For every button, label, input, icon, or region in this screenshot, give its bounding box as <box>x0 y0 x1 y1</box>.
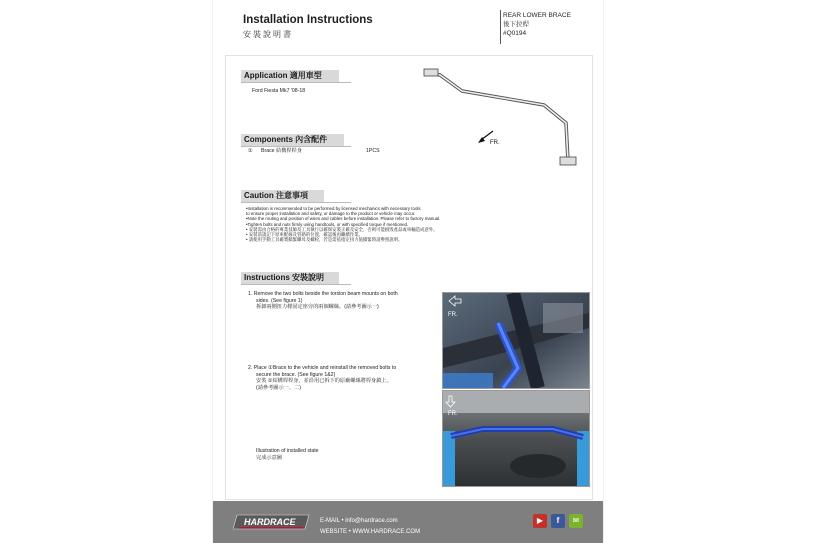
product-info <box>503 11 571 38</box>
hardrace-logo <box>233 513 313 531</box>
direction-label: FR. <box>490 140 500 146</box>
illustration-caption <box>256 448 319 461</box>
content-panel <box>225 55 593 500</box>
application-rule <box>241 82 351 83</box>
step-2-zh-cont: (請參考圖示一、二) <box>256 384 301 391</box>
email-line: E-MAIL • info@hardrace.com <box>320 518 398 524</box>
product-code: #Q0194 <box>503 30 527 37</box>
caution-rule <box>241 202 351 203</box>
caution-line: •Tighten bolts and nuts firmly using handtools, or with specified torque if mentioned. <box>246 221 409 227</box>
facebook-icon[interactable]: f <box>551 514 565 528</box>
step-1-en-cont: sides. (See figure 1) <box>256 297 303 304</box>
product-name-zh: 後下拉桿 <box>503 21 529 28</box>
caution-line: to ensure proper installation and safety, or damage to the product or vehicle may occur. <box>246 211 416 217</box>
component-qty: 1PCS <box>366 148 380 154</box>
component-number: ① <box>248 148 253 154</box>
figure-2-label: FR. <box>448 411 458 417</box>
figure-2-image <box>443 391 589 486</box>
brace-diagram <box>416 61 586 186</box>
step-2-zh: 安裝 ①結構桿桿身，並沿用已拆下的原廠螺絲將桿身鎖上。 <box>256 378 392 384</box>
header-divider <box>500 10 501 44</box>
brand-text: HARDRACE <box>244 517 296 527</box>
figure-2-photo <box>442 390 590 487</box>
contact-info <box>320 516 420 538</box>
footer <box>213 501 603 543</box>
wechat-icon[interactable]: ✉ <box>569 514 583 528</box>
caution-heading: Caution 注意事項 <box>241 190 324 202</box>
figure-1-image <box>443 293 589 388</box>
application-heading: Application 適用車型 <box>241 70 339 82</box>
caution-line: • 安裝需由合格的專業技師及工具執行以確保安裝正確及安全，否則可能損毀產品或車輛造成意外。 <box>246 226 438 232</box>
figure-1-label: FR. <box>448 312 458 318</box>
mount-bracket-left <box>424 69 438 76</box>
step-2-en-cont: secure the brace. (See figure 1&2) <box>256 371 336 378</box>
step-1-zh: 拆卸兩側扭力樑固定座旁的兩個螺絲。(請參考圖示一) <box>256 304 379 310</box>
caution-line: • 安裝前請記下原車配線及管路的位置，確認後再繼續作業。 <box>246 232 363 238</box>
caution-line: • 請使用手動工具確實鎖緊螺母及螺栓，若是需依指定扭力值鎖緊時請參照說明。 <box>246 237 403 243</box>
youtube-icon[interactable]: ▶ <box>533 514 547 528</box>
step-2-en: 2. Place ①Brace to the vehicle and reinstall the removed bolts to <box>248 365 397 371</box>
components-rule <box>241 146 351 147</box>
component-name: Brace 結構桿桿身 <box>261 148 302 154</box>
caution-text <box>246 206 526 242</box>
illustration-zh: 完成示意圖 <box>256 454 282 461</box>
product-name: REAR LOWER BRACE <box>503 12 571 19</box>
caution-line: •Note the routing and position of wires and cables before installation. Please refer to factory manual. <box>246 216 441 222</box>
instructions-rule <box>241 284 351 285</box>
vehicle-name: Ford Fiesta Mk7 '08-18 <box>252 88 306 94</box>
components-heading: Components 內含配件 <box>241 134 344 146</box>
mount-bracket-right <box>560 157 576 165</box>
page-title-zh: 安裝說明書 <box>243 30 293 39</box>
step-2 <box>248 365 448 391</box>
illustration-en: Illustration of installed state <box>256 448 319 454</box>
step-1-en: 1. Remove the two bolts beside the torsion beam mounts on both <box>248 291 398 297</box>
page-title: Installation Instructions <box>243 14 373 26</box>
figure-1-photo <box>442 292 590 389</box>
website-line: WEBSITE • WWW.HARDRACE.COM <box>320 529 421 535</box>
step-1 <box>248 291 448 311</box>
instruction-page <box>213 0 603 543</box>
caution-line: •Installation is recommended to be performed by licensed mechanics with necessary tools <box>246 206 421 211</box>
instructions-heading: Instructions 安裝說明 <box>241 272 339 284</box>
